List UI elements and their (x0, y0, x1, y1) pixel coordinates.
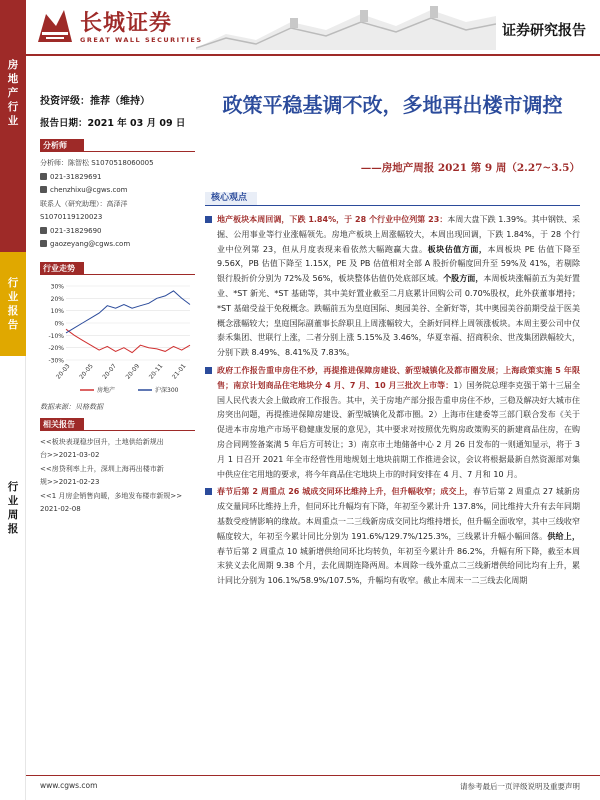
x-tick-label: 20-09 (124, 362, 142, 381)
legend-label: 沪深300 (155, 386, 179, 394)
related-report-1-date: 台>>2021-03-02 (40, 451, 100, 459)
side-band (0, 0, 26, 800)
related-report-2-date: 规>>2021-02-23 (40, 478, 100, 486)
contact-phone: 021-31829690 (40, 225, 195, 239)
chart-section-rule (84, 274, 195, 275)
paragraph-supply-head: 供给上， (547, 531, 580, 541)
paragraph-policy-text: 1）国务院总理李克强于第十三届全国人民代表大会上做政府工作报告。其中，关于房地产部分报告重申房住不炒，三稳及解决好大城市住房突出问题，再提推进保障房建设、新型城镇化及都市圈。2）上海市住建委等三部门联合发布《关于促进本市房地产市场平稳健康发展的意见》，其中要求对按照优先购房政策购买的新建商品住房，在购房合同网签备案满 5 年后方可转让；3）南京市土地储备中心 2 月 26 日发布的一则通知显示，将于 3 月 1 日召开 2021 年全市经营性用地规划土地块前期工作推进会议，会议将根据最新自然资源部对集中供应住宅用地的要求，将今年商品住宅地块上市的时间安排在 4 月、7 月和 10 月。 (217, 380, 580, 479)
report-body (205, 213, 580, 592)
phone-icon (40, 227, 47, 234)
core-view-rule (205, 205, 580, 206)
related-report-2[interactable]: <<房贷利率上升，深圳上海再出楼市新 (40, 464, 164, 473)
legend-label: 房地产 (97, 386, 116, 394)
trend-chart-svg (40, 280, 195, 400)
y-tick-label: -30% (48, 357, 64, 364)
related-report-3-date: 2021-02-08 (40, 505, 81, 513)
paragraph-transactions-head: 春节后第 2 周重点 26 城成交同环比维持上升，但升幅收窄；成交上， (217, 487, 473, 497)
analyst-section-header (40, 139, 195, 153)
bullet-icon (205, 488, 212, 495)
series-line-1 (66, 329, 190, 352)
y-tick-label: -10% (48, 332, 64, 340)
paragraph-valuation-text: 本周板块 PE 估值下降至 9.56X，PB 估值下降至 1.15X，PE 及 PB 估值相对全部 A 股折价幅度回升至 59%及 41%，若剔除银行股折价分别为 72%及 56%，板块整体估值仍处底部区域。 (217, 244, 580, 284)
paragraph-stocks-text: 本周板块涨幅前五为美好置业、*ST 新光、*ST 基础等，其中美好置业截至二月底累计回购公司 0.70%股权，此外获董事增持；*ST 基础受益于免税概念。跌幅前五为皇庭国际、奥园美谷、全新好等，其中奥园美谷前期受益于医美概念涨幅较大；皇庭国际副董事长辞职且上周涨幅较大，全新好同样上周领涨板块。本周主要公司中仅泰禾集团、世联行上涨，二者分别上涨 5.15%及 3.46%，华夏幸福、招商积余、世茂集团跌幅较大，分别下跌 8.49%、8.41%及 7.83%。 (217, 274, 581, 358)
related-reports (40, 436, 195, 517)
paragraph-market (205, 213, 580, 361)
y-tick-label: 0% (54, 320, 64, 327)
side-label-report: 行 业 报 告 (7, 277, 19, 331)
analyst-email[interactable]: chenzhixu@cgws.com (40, 184, 195, 198)
paragraph-policy (205, 364, 580, 482)
paragraph-valuation-head: 板块估值方面， (427, 244, 488, 254)
series-line-2 (66, 290, 190, 332)
paragraph-policy-head: 政府工作报告重申房住不炒，再提推进保障房建设、新型城镇化及都市圈发展；上海政策实施 5 年限售；南京计划商品住宅地块分 4 月、7 月、10 月三批次上市等： (217, 365, 580, 390)
related-section-header (40, 418, 195, 432)
contact-email[interactable]: gaozeyang@cgws.com (40, 238, 195, 252)
footer-note: 请参考最后一页评级说明及重要声明 (460, 782, 580, 791)
analyst-section-rule (84, 151, 195, 152)
y-tick-label: -20% (48, 344, 64, 352)
related-report-1[interactable]: <<板块表现稳步回升，土地供给新规出 (40, 437, 164, 446)
report-type: 证券研究报告 (502, 23, 586, 39)
logo-mark-icon (36, 8, 74, 44)
chart-section-label: 行业走势 (40, 262, 84, 275)
x-tick-label: 20-03 (54, 362, 72, 381)
related-section-rule (84, 430, 195, 431)
footer-divider (26, 775, 600, 776)
header (26, 0, 600, 75)
analyst-line: 分析师：陈智松 S1070518060005 (40, 159, 154, 167)
mail-icon (40, 240, 47, 247)
core-view-header (205, 192, 580, 206)
report-title: 政策平稳基调不改，多地再出楼市调控 (222, 93, 563, 117)
report-subtitle: ——房地产周报 2021 第 9 周（2.27~3.5） (360, 162, 580, 174)
x-tick-label: 20-07 (101, 362, 118, 381)
rating: 投资评级：推荐（维持） (40, 96, 150, 107)
side-label-industry: 房 地 产 行 业 (7, 59, 19, 127)
y-tick-label: 10% (50, 307, 64, 315)
side-band-bottom (0, 356, 26, 800)
x-tick-label: 20-05 (78, 362, 95, 381)
bullet-icon (205, 216, 212, 223)
core-view-label: 核心观点 (205, 192, 257, 205)
paragraph-market-text: 本周大盘下跌 1.39%。其中钢铁、采掘、公用事业等行业涨幅领先。房地产板块上周涨幅较大，本周出现回调，下跌 1.84%，于 28 个行业中位列第 23，但从月度表现来看依然大幅跑赢大盘。 (217, 215, 580, 254)
chart-source: 数据来源：贝格数据 (40, 402, 103, 411)
report-date: 报告日期：2021 年 03 月 09 日 (40, 118, 186, 129)
footer-url[interactable]: www.cgws.com (40, 781, 98, 790)
contact-line: 联系人（研究助理）：高泽洋 (40, 199, 128, 208)
contact-cert: S1070119120023 (40, 213, 103, 221)
logo-name: 长城证券 (80, 10, 173, 36)
analyst-section-label: 分析师 (40, 139, 84, 152)
great-wall-illustration (196, 0, 496, 50)
industry-trend-chart (40, 280, 195, 400)
y-tick-label: 20% (50, 295, 64, 303)
y-tick-label: 30% (50, 283, 64, 290)
paragraph-market-head: 地产板块本周回调，下跌 1.84%，于 28 个行业中位列第 23： (217, 215, 448, 224)
analyst-info (40, 157, 195, 252)
header-divider (26, 54, 600, 56)
info-column (40, 92, 195, 517)
side-label-weekly: 行 业 周 报 (7, 481, 19, 535)
chart-section-header (40, 262, 195, 276)
paragraph-transactions (205, 485, 580, 589)
related-report-3[interactable]: <<1 月房企销售向暖，多地发布楼市新规>> (40, 491, 183, 500)
x-tick-label: 21-01 (170, 362, 188, 381)
mail-icon (40, 186, 47, 193)
x-tick-label: 20-11 (147, 362, 165, 381)
phone-icon (40, 173, 47, 180)
bullet-icon (205, 367, 212, 374)
paragraph-stocks-head: 个股方面， (443, 274, 484, 284)
paragraph-supply-text: 春节后第 2 周重点 10 城新增供给同环比均转负，年初至今累计升 86.2%，升幅有所下降，截至本周末狭义去化周期 9.38 个月，去化周期连降两周。本周除一线外重点二三线新增供给同比均有上升，累计同比分别为 106.1%/58.9%/107.5%，升幅均有收窄。截止本周末一二三线去化周期 (217, 546, 580, 586)
paragraph-transactions-text: 春节后第 2 周重点 27 城新房成交量同环比维持上升，但同环比升幅均有下降，年初至今累计升 137.8%，同比维持大升有去年同期基数受疫情影响的缘故。本周重点一二三线新房成交同比均维持增长，但升幅全面收窄，其中三线收窄幅度较大，年初至今累计同比分别为 191.6%/129.7%/125.3%，三线累计升幅小幅回落。 (217, 487, 580, 541)
analyst-phone: 021-31829691 (40, 171, 195, 185)
related-section-label: 相关报告 (40, 418, 84, 431)
logo-english: GREAT WALL SECURITIES (80, 36, 203, 44)
